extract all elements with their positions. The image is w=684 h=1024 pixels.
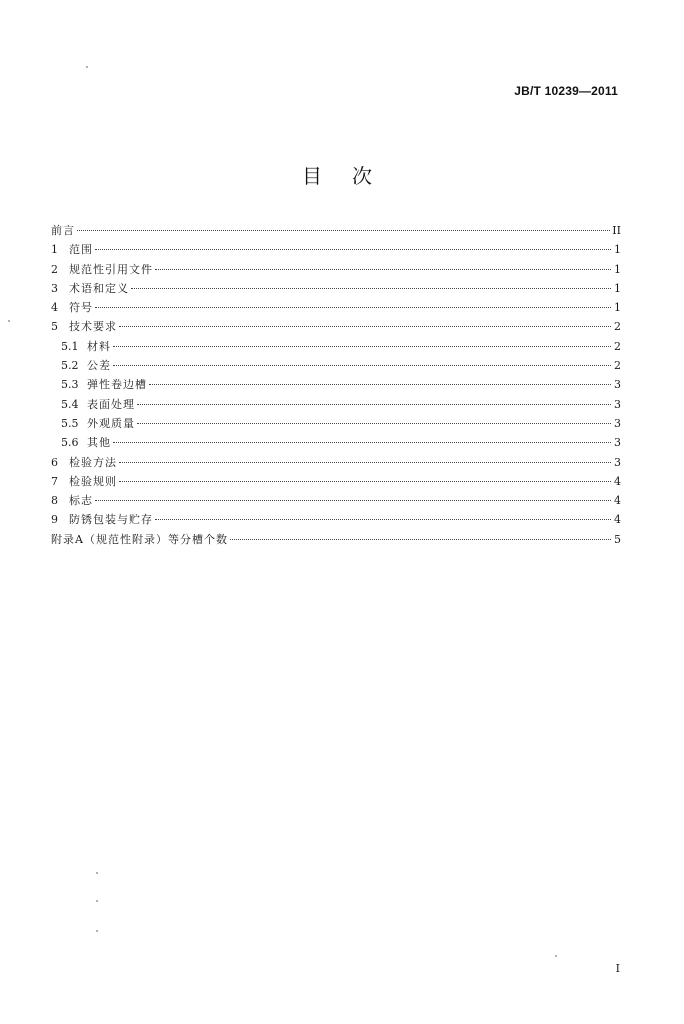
- scan-speck: [96, 872, 98, 874]
- toc-entry[interactable]: [51, 530, 621, 549]
- toc-entry[interactable]: [51, 279, 621, 298]
- toc-entry-page: 3: [614, 416, 621, 430]
- toc-entry-number: 4: [51, 301, 58, 315]
- toc-entry-page: 4: [614, 474, 621, 488]
- toc-entry-page: 3: [614, 455, 621, 469]
- toc-entry-page: 1: [614, 281, 621, 295]
- toc-entry-number: 6: [51, 455, 58, 469]
- toc-entry-number: 5.5: [61, 416, 79, 430]
- toc-dot-leader: [149, 384, 611, 385]
- toc-entry[interactable]: [51, 433, 621, 452]
- toc-dot-leader: [95, 500, 611, 501]
- toc-entry-label: 符号: [69, 301, 93, 315]
- toc-entry-number: 1: [51, 243, 58, 257]
- scan-speck: [86, 66, 88, 68]
- toc-entry-label: 附录A（规范性附录）等分槽个数: [51, 532, 228, 546]
- toc-entry-label: 表面处理: [87, 397, 135, 411]
- toc-entry[interactable]: [51, 337, 621, 356]
- toc-entry-number: 7: [51, 474, 58, 488]
- toc-dot-leader: [113, 442, 611, 443]
- toc-entry-page: II: [612, 224, 621, 237]
- toc-dot-leader: [113, 346, 611, 347]
- toc-entry-page: 1: [614, 243, 621, 257]
- toc-entry-label: 其他: [87, 436, 111, 450]
- toc-entry-label: 前言: [51, 224, 75, 237]
- scan-speck: [96, 900, 98, 902]
- toc-entry-label: 检验方法: [69, 455, 117, 469]
- toc-entry-label: 标志: [69, 494, 93, 508]
- toc-dot-leader: [155, 269, 611, 270]
- standard-number: JB/T 10239—2011: [514, 84, 618, 98]
- toc-entry[interactable]: [51, 395, 621, 414]
- toc-entry-page: 1: [614, 262, 621, 276]
- toc-entry-number: 5.6: [61, 436, 79, 450]
- toc-entry-label: 规范性引用文件: [69, 262, 153, 276]
- toc-dot-leader: [230, 539, 611, 540]
- toc-entry-number: 3: [51, 281, 58, 295]
- toc-entry[interactable]: [51, 375, 621, 394]
- toc-entry-page: 3: [614, 397, 621, 411]
- toc-entry-page: 1: [614, 301, 621, 315]
- toc-dot-leader: [77, 230, 610, 231]
- table-of-contents: [51, 221, 621, 549]
- toc-entry[interactable]: [51, 317, 621, 336]
- toc-entry-label: 公差: [87, 359, 111, 373]
- toc-entry-page: 4: [614, 494, 621, 508]
- toc-entry[interactable]: [51, 453, 621, 472]
- toc-dot-leader: [137, 423, 611, 424]
- toc-entry-page: 2: [614, 359, 621, 373]
- toc-entry-page: 3: [614, 436, 621, 450]
- scan-speck: [8, 320, 10, 322]
- toc-entry-label: 防锈包装与贮存: [69, 513, 153, 527]
- page-number: I: [615, 962, 620, 975]
- toc-dot-leader: [119, 462, 611, 463]
- toc-dot-leader: [95, 249, 611, 250]
- toc-entry-label: 技术要求: [69, 320, 117, 334]
- toc-entry-number: 9: [51, 513, 58, 527]
- toc-entry-page: 2: [614, 320, 621, 334]
- toc-entry-number: 5.4: [61, 397, 79, 411]
- toc-entry-page: 4: [614, 513, 621, 527]
- toc-entry[interactable]: [51, 260, 621, 279]
- toc-dot-leader: [137, 404, 611, 405]
- toc-entry-label: 材料: [87, 339, 111, 353]
- toc-entry[interactable]: [51, 356, 621, 375]
- scan-speck: [555, 955, 557, 957]
- scan-speck: [96, 930, 98, 932]
- toc-entry-page: 3: [614, 378, 621, 392]
- toc-entry-number: 2: [51, 262, 58, 276]
- toc-entry[interactable]: [51, 472, 621, 491]
- toc-entry-page: 5: [614, 532, 621, 546]
- toc-dot-leader: [119, 326, 611, 327]
- toc-entry-label: 范围: [69, 243, 93, 257]
- toc-entry[interactable]: [51, 221, 621, 240]
- toc-entry-number: 5.3: [61, 378, 79, 392]
- toc-entry[interactable]: [51, 298, 621, 317]
- toc-dot-leader: [95, 307, 611, 308]
- toc-entry-label: 检验规则: [69, 474, 117, 488]
- toc-entry[interactable]: [51, 491, 621, 510]
- toc-entry[interactable]: [51, 414, 621, 433]
- page-title: 目次: [302, 164, 402, 188]
- toc-entry-number: 8: [51, 494, 58, 508]
- toc-dot-leader: [113, 365, 611, 366]
- toc-entry-number: 5: [51, 320, 58, 334]
- toc-entry[interactable]: [51, 240, 621, 259]
- toc-entry-label: 术语和定义: [69, 281, 129, 295]
- toc-dot-leader: [131, 288, 611, 289]
- toc-entry[interactable]: [51, 510, 621, 529]
- toc-entry-number: 5.2: [61, 359, 79, 373]
- toc-entry-label: 弹性卷边槽: [87, 378, 147, 392]
- toc-entry-page: 2: [614, 339, 621, 353]
- toc-dot-leader: [155, 519, 611, 520]
- toc-entry-number: 5.1: [61, 339, 79, 353]
- toc-entry-label: 外观质量: [87, 416, 135, 430]
- toc-dot-leader: [119, 481, 611, 482]
